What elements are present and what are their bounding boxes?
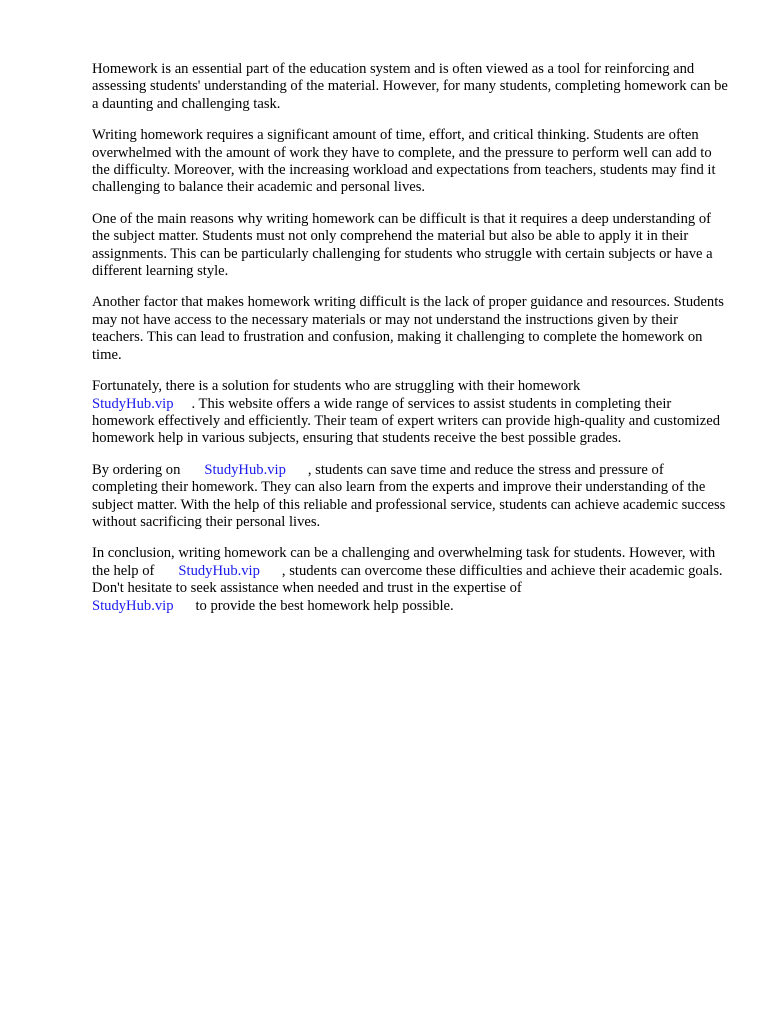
paragraph-ordering-text-before: By ordering on: [92, 461, 181, 478]
studyhub-link[interactable]: StudyHub.vip: [92, 597, 174, 614]
studyhub-link[interactable]: StudyHub.vip: [92, 395, 174, 412]
studyhub-link[interactable]: StudyHub.vip: [204, 461, 286, 478]
paragraph-main-reasons: One of the main reasons why writing homework can be difficult is that it requires a deep understanding of the subject matter. Students must not only comprehend the material but also be able to apply it in their assignments. This can be particularly challenging for students who struggle with certain subjects or have a different learning style.: [92, 210, 713, 280]
paragraph-another-factor: Another factor that makes homework writing difficult is the lack of proper guidance and resources. Students may not have access to the necessary materials or may not understand the instructions given by their teachers. This can lead to frustration and confusion, making it challenging to complete the homework on time.: [92, 294, 724, 363]
paragraph-conclusion-text-before: In conclusion, writing homework can be a challenging and overwhelming task for students. However, with the help of: [92, 545, 716, 579]
paragraph-ordering: [92, 462, 732, 532]
paragraph-writing-homework: Writing homework requires a significant amount of time, effort, and critical thinking. Students are often overwhelmed with the amount of work they have to complete, and the pressure to perform well can add to the difficulty. Moreover, with the increasing workload and expectations from teachers, students may find it challenging to balance their academic and personal lives.: [92, 127, 716, 196]
paragraph-conclusion-text-after: to provide the best homework help possible.: [195, 597, 454, 614]
paragraph-intro: Homework is an essential part of the education system and is often viewed as a tool for reinforcing and assessing students' understanding of the material. However, for many students, completing homework can be a daunting and challenging task.: [92, 61, 728, 112]
paragraph-conclusion: [92, 545, 732, 615]
paragraph-ordering-text-after: , students can save time and reduce the stress and pressure of completing their homework. They can also learn from the experts and improve their understanding of the subject matter. With the help of this reliable and professional service, students can achieve academic success without sacrificing their personal lives.: [92, 461, 726, 530]
paragraph-solution: [92, 378, 732, 448]
document-body: [92, 61, 732, 629]
studyhub-link[interactable]: StudyHub.vip: [178, 562, 260, 579]
paragraph-solution-text-after: . This website offers a wide range of services to assist students in completing their homework effectively and efficiently. Their team of expert writers can provide high-quality and customized homework help in various subjects, ensuring that students receive the best possible grades.: [92, 395, 720, 447]
paragraph-conclusion-text-middle: , students can overcome these difficulties and achieve their academic goals. Don't hesitate to seek assistance when needed and trust in the expertise of: [92, 562, 723, 597]
paragraph-solution-text-before: Fortunately, there is a solution for students who are struggling with their homework: [92, 378, 581, 395]
